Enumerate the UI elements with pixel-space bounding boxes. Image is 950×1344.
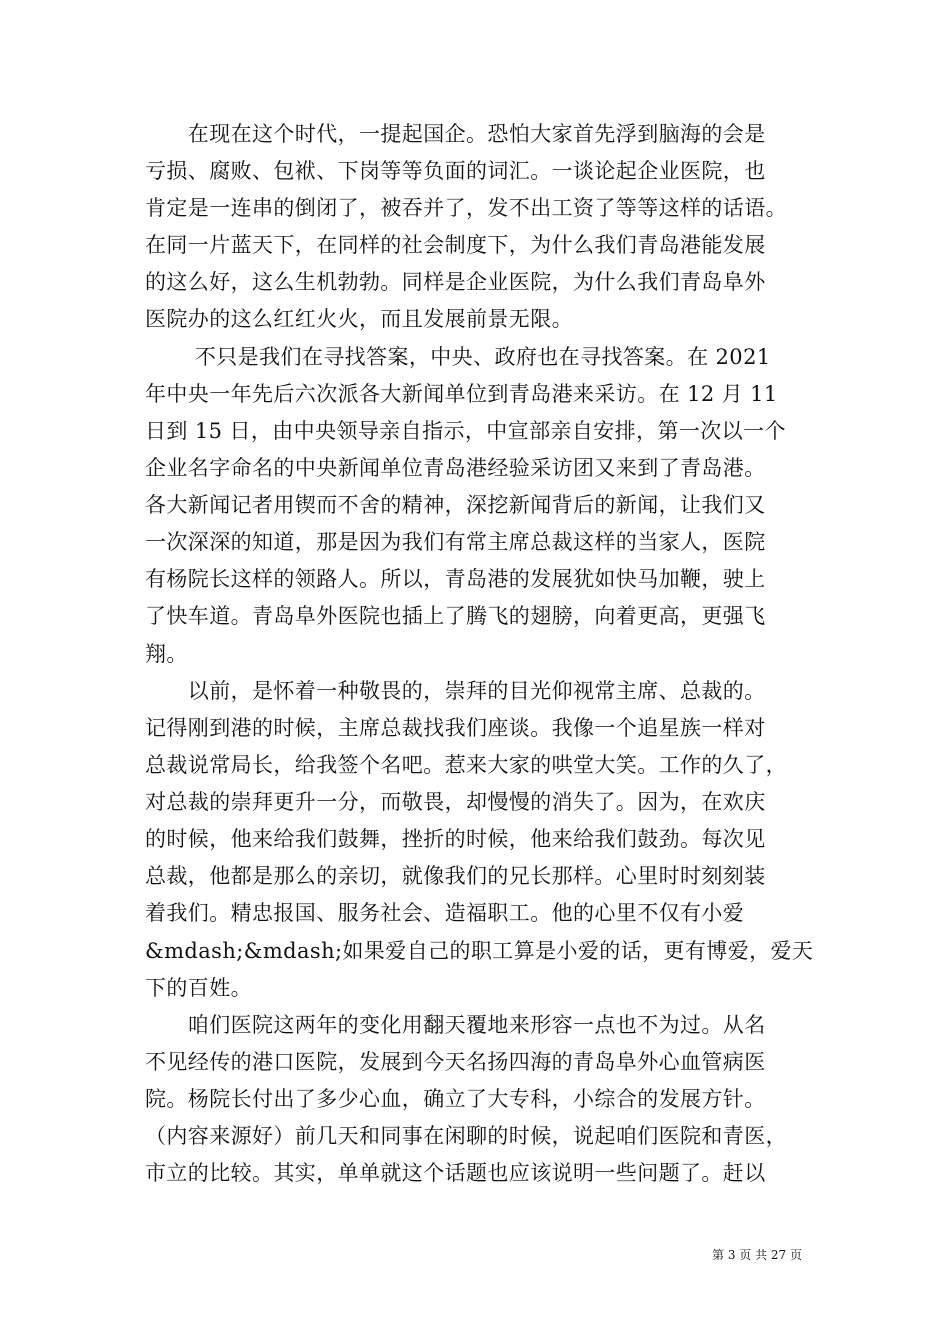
text-line: 有杨院长这样的领路人。所以，青岛港的发展犹如快马加鞭，驶上: [145, 567, 766, 591]
text-line: 了快车道。青岛阜外医院也插上了腾飞的翅膀，向着更高，更强飞: [145, 604, 766, 628]
text-line: 企业名字命名的中央新闻单位青岛港经验采访团又来到了青岛港。: [145, 456, 766, 480]
text-line: 日到 15 日，由中央领导亲自指示，中宣部亲自安排，第一次以一个: [145, 419, 786, 443]
text-line: 的这么好，这么生机勃勃。同样是企业医院，为什么我们青岛阜外: [145, 270, 766, 294]
text-line: 咱们医院这两年的变化用翻天覆地来形容一点也不为过。从名: [145, 1013, 766, 1037]
text-line: 对总裁的崇拜更升一分，而敬畏，却慢慢的消失了。因为，在欢庆: [145, 790, 766, 814]
text-line: 总裁说常局长，给我签个名吧。惹来大家的哄堂大笑。工作的久了，: [145, 753, 787, 777]
text-line: 着我们。精忠报国、服务社会、造福职工。他的心里不仅有小爱: [145, 901, 745, 925]
text-line: 以前，是怀着一种敬畏的，崇拜的目光仰视常主席、总裁的。: [145, 679, 766, 703]
text-line: 不只是我们在寻找答案，中央、政府也在寻找答案。在 2021: [145, 345, 771, 369]
text-line: &mdash;&mdash;如果爱自己的职工算是小爱的话，更有博爱，爱天: [145, 939, 814, 963]
text-line: 医院办的这么红红火火，而且发展前景无限。: [145, 307, 573, 331]
text-line: 市立的比较。其实，单单就这个话题也应该说明一些问题了。赶以: [145, 1161, 766, 1185]
text-line: 亏损、腐败、包袱、下岗等等负面的词汇。一谈论起企业医院，也: [145, 159, 766, 183]
text-line: 总裁，他都是那么的亲切，就像我们的兄长那样。心里时时刻刻装: [145, 864, 766, 888]
text-line: （内容来源好）前几天和同事在闲聊的时候，说起咱们医院和青医，: [145, 1124, 787, 1148]
text-line: 的时候，他来给我们鼓舞，挫折的时候，他来给我们鼓劲。每次见: [145, 827, 766, 851]
text-line: 记得刚到港的时候，主席总裁找我们座谈。我像一个追星族一样对: [145, 716, 766, 740]
text-line: 不见经传的港口医院，发展到今天名扬四海的青岛阜外心血管病医: [145, 1050, 766, 1074]
text-line: 翔。: [145, 642, 188, 666]
text-line: 年中央一年先后六次派各大新闻单位到青岛港来采访。在 12 月 11: [145, 382, 778, 406]
text-line: 一次深深的知道，那是因为我们有常主席总裁这样的当家人，医院: [145, 530, 766, 554]
text-line: 各大新闻记者用锲而不舍的精神，深挖新闻背后的新闻，让我们又: [145, 493, 766, 517]
text-line: 院。杨院长付出了多少心血，确立了大专科，小综合的发展方针。: [145, 1087, 766, 1111]
text-line: 下的百姓。: [145, 976, 252, 1000]
text-line: 肯定是一连串的倒闭了，被吞并了，发不出工资了等等这样的话语。: [145, 196, 787, 220]
text-line: 在同一片蓝天下，在同样的社会制度下，为什么我们青岛港能发展: [145, 233, 766, 257]
page-number-footer: 第 3 页 共 27 页: [712, 1248, 802, 1262]
text-line: 在现在这个时代，一提起国企。恐怕大家首先浮到脑海的会是: [145, 122, 766, 146]
